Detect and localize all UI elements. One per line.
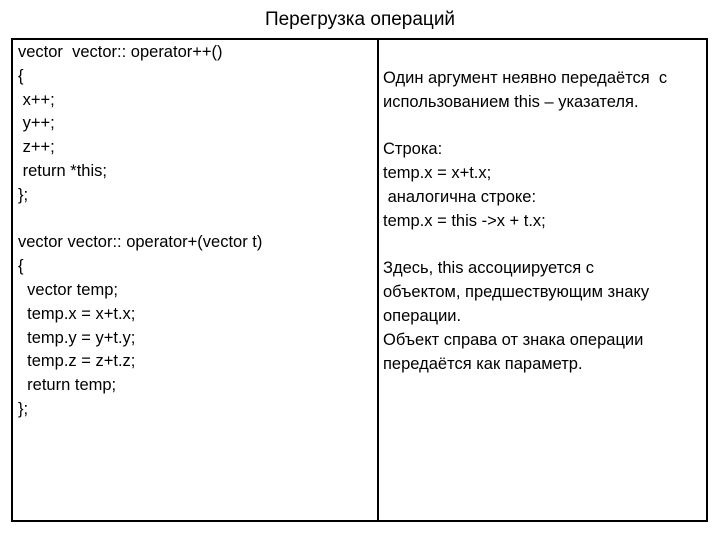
code-line: z++; — [18, 138, 55, 157]
explanation-line: Строка: — [383, 140, 443, 159]
spacer — [18, 208, 373, 232]
code-line: vector temp; — [18, 280, 118, 299]
code-line: }; — [18, 185, 29, 204]
code-line: x++; — [18, 90, 55, 109]
slide-title: Перегрузка операций — [264, 9, 456, 30]
code-block-1-header: vector vector:: operator++() — [18, 43, 223, 61]
explanation-line: передаётся как параметр. — [383, 354, 583, 373]
code-line: temp.x = x+t.x; — [18, 304, 136, 323]
code-line: y++; — [18, 114, 55, 133]
code-line: temp.z = z+t.z; — [18, 352, 136, 371]
code-line: { — [18, 257, 24, 276]
code-line: return temp; — [18, 376, 117, 395]
spacer — [383, 115, 703, 139]
explanation-line: аналогична строке: — [383, 187, 537, 206]
explanation-column — [383, 67, 703, 376]
explanation-line: Здесь, this ассоциируется с — [383, 259, 595, 278]
code-line: return *this; — [18, 161, 107, 180]
explanation-line: использованием this – указателя. — [383, 92, 639, 111]
explanation-line: операции. — [383, 306, 462, 325]
explanation-line: Один аргумент неявно передаётся с — [383, 69, 668, 87]
code-line: }; — [18, 399, 29, 418]
explanation-line: temp.x = this ->x + t.x; — [383, 211, 546, 230]
spacer — [383, 234, 703, 258]
explanation-line: temp.x = x+t.x; — [383, 164, 492, 183]
code-column — [18, 41, 373, 422]
explanation-line: объектом, предшествующим знаку — [383, 283, 650, 302]
code-line: temp.y = y+t.y; — [18, 328, 136, 347]
explanation-line: Объект справа от знака операции — [383, 330, 644, 349]
code-block-2-header: vector vector:: operator+(vector t) — [18, 233, 263, 252]
column-divider — [377, 40, 379, 520]
code-line: { — [18, 66, 24, 85]
content-table — [11, 38, 708, 522]
